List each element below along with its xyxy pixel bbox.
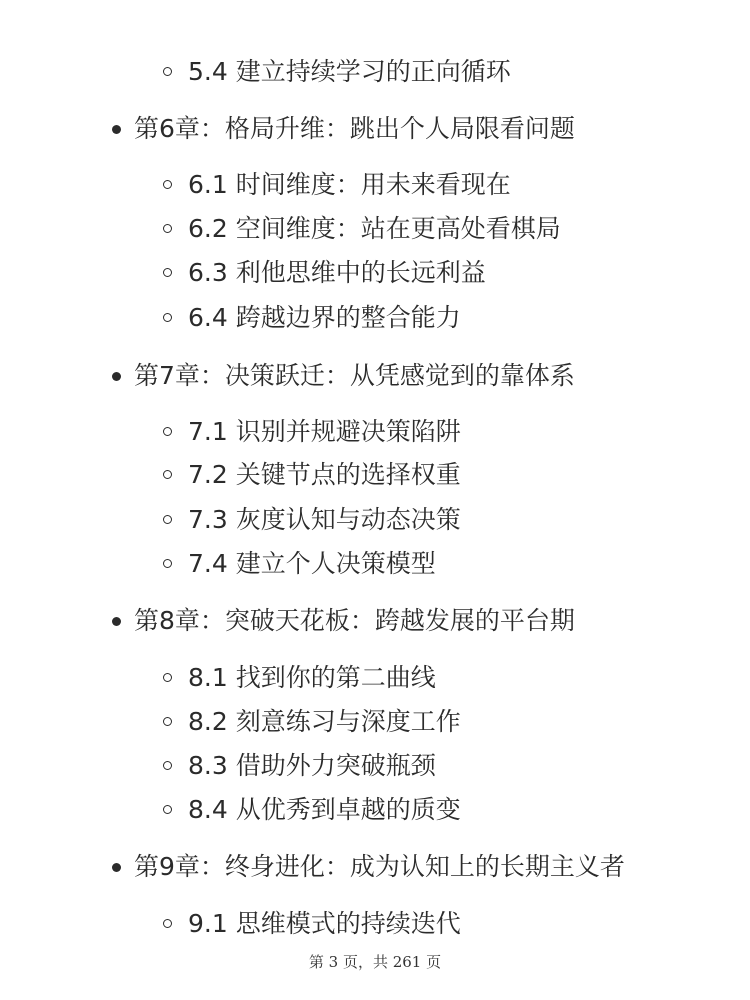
toc-section-label: 7.2 关键节点的选择权重 bbox=[188, 460, 461, 489]
toc-section-label: 6.3 利他思维中的长远利益 bbox=[188, 258, 486, 287]
circle-bullet-icon bbox=[163, 470, 172, 479]
circle-bullet-icon bbox=[163, 313, 172, 322]
circle-bullet-icon bbox=[163, 268, 172, 277]
toc-section-label: 5.4 建立持续学习的正向循环 bbox=[188, 57, 511, 86]
toc-chapter-label: 第6章：格局升维：跳出个人局限看问题 bbox=[134, 114, 575, 143]
toc-section-label: 8.2 刻意练习与深度工作 bbox=[188, 707, 461, 736]
toc-section-label: 6.4 跨越边界的整合能力 bbox=[188, 303, 461, 332]
toc-section-label: 6.1 时间维度：用未来看现在 bbox=[188, 170, 511, 199]
toc-section-label: 9.1 思维模式的持续迭代 bbox=[188, 909, 461, 938]
toc-chapter-label: 第9章：终身进化：成为认知上的长期主义者 bbox=[134, 852, 625, 881]
toc-section-label: 8.4 从优秀到卓越的质变 bbox=[188, 795, 461, 824]
circle-bullet-icon bbox=[163, 427, 172, 436]
page-indicator: 第 3 页，共 261 页 bbox=[308, 953, 442, 971]
circle-bullet-icon bbox=[163, 761, 172, 770]
disc-bullet-icon bbox=[112, 125, 121, 134]
toc-section-label: 6.2 空间维度：站在更高处看棋局 bbox=[188, 214, 561, 243]
circle-bullet-icon bbox=[163, 559, 172, 568]
circle-bullet-icon bbox=[163, 515, 172, 524]
circle-bullet-icon bbox=[163, 717, 172, 726]
disc-bullet-icon bbox=[112, 863, 121, 872]
toc-section-label: 7.4 建立个人决策模型 bbox=[188, 549, 436, 578]
circle-bullet-icon bbox=[163, 224, 172, 233]
circle-bullet-icon bbox=[163, 180, 172, 189]
toc-section-label: 8.1 找到你的第二曲线 bbox=[188, 663, 436, 692]
toc-section-label: 7.1 识别并规避决策陷阱 bbox=[188, 417, 461, 446]
toc-chapter-label: 第7章：决策跃迁：从凭感觉到的靠体系 bbox=[134, 361, 575, 390]
circle-bullet-icon bbox=[163, 673, 172, 682]
toc-section-label: 7.3 灰度认知与动态决策 bbox=[188, 505, 461, 534]
circle-bullet-icon bbox=[163, 805, 172, 814]
toc-section-label: 8.3 借助外力突破瓶颈 bbox=[188, 751, 436, 780]
disc-bullet-icon bbox=[112, 372, 121, 381]
circle-bullet-icon bbox=[163, 919, 172, 928]
toc-chapter-label: 第8章：突破天花板：跨越发展的平台期 bbox=[134, 606, 575, 635]
circle-bullet-icon bbox=[163, 67, 172, 76]
disc-bullet-icon bbox=[112, 617, 121, 626]
